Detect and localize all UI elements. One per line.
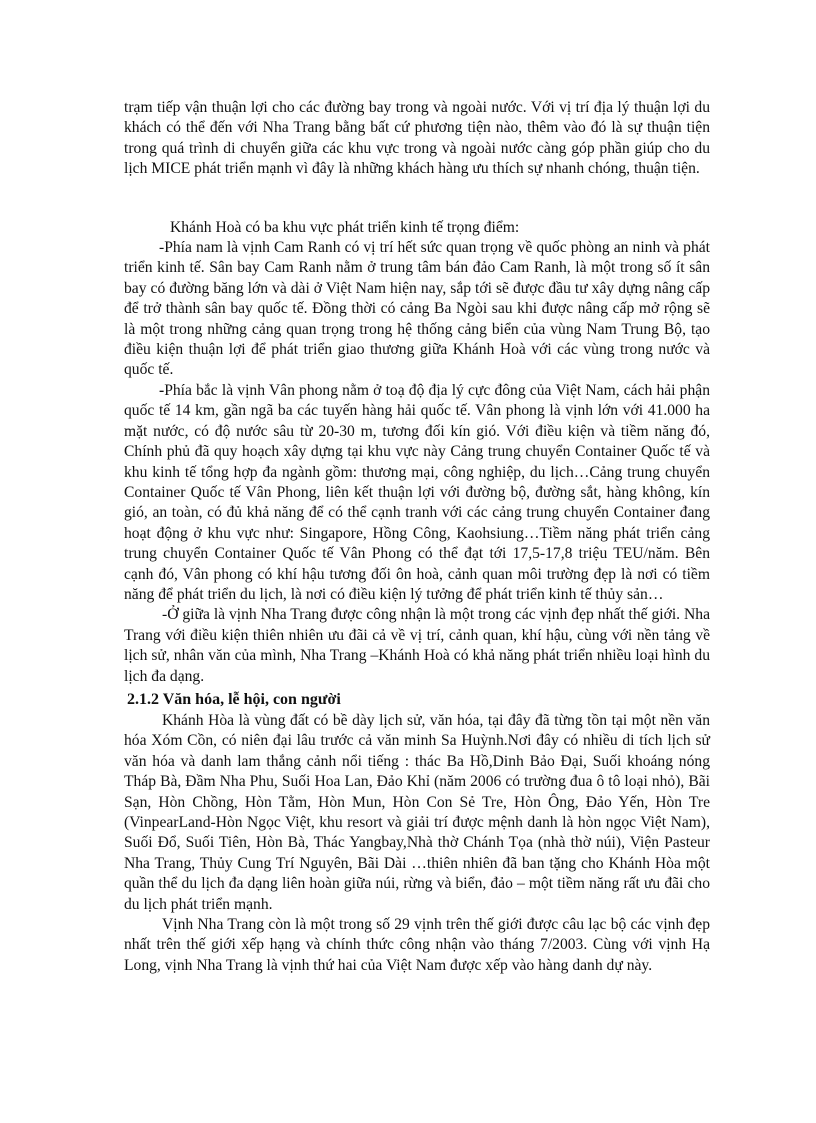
section-heading: 2.1.2 Văn hóa, lễ hội, con người (127, 690, 341, 708)
paragraph-north-text: Phía bắc là vịnh Vân phong nằm ở toạ độ địa lý cực đông của Việt Nam, cách hải phận quốc tế 14 km, gần ngã ba các tuyến hàng hải quốc tế. Vân phong là vịnh lớn với 41.000 ha mặt nước, có độ nước sâu từ 20-30 m, tương đối kín gió. Với điều kiện và tiềm năng đó, Chính phủ đã quy hoạch xây dựng tại khu vực này Cảng trung chuyển Container Quốc tế và khu kinh tế tổng hợp đa ngành gồm: thương mại, công nghiệp, du lịch…Cảng trung chuyển Container Quốc tế Vân Phong, liên kết thuận lợi với đường bộ, đường sắt, hàng không, kín gió, an toàn, có đủ khả năng để có thể cạnh tranh với các cảng trung chuyển Container đang hoạt động ở khu vực như: Singapore, Hồng Công, Kaohsiung…Tiềm năng phát triển cảng trung chuyển Container Quốc tế Vân Phong có thể đạt tới 17,5-17,8 triệu TEU/năm. Bên cạnh đó, Vân phong có khí hậu tương đối ôn hoà, cảnh quan môi trường đẹp là nơi có tiềm năng để phát triển du lịch, là nơi có điều kiện lý tưởng để phát triển kinh tế thủy sản… (124, 381, 710, 603)
paragraph-bay-recognition: Vịnh Nha Trang còn là một trong số 29 vịnh trên thế giới được câu lạc bộ các vịnh đẹp nhất trên thế giới xếp hạng và chính thức công nhận vào tháng 7/2003. Cùng với vịnh Hạ Long, vịnh Nha Trang là vịnh thứ hai của Việt Nam được xếp vào hàng danh dự này. (124, 916, 710, 974)
paragraph-middle-nha-trang: -Ở giữa là vịnh Nha Trang được công nhận là một trong các vịnh đẹp nhất thế giới. Nha Trang với điều kiện thiên nhiên ưu đãi cả về vị trí, cảnh quan, khí hậu, cùng với nền tảng về lịch sử, nhân văn của mình, Nha Trang –Khánh Hoà có khả năng phát triển nhiều loại hình du lịch đa dạng. (124, 606, 710, 685)
spacer (124, 180, 710, 218)
paragraph-north-van-phong (124, 381, 710, 605)
paragraph-south-cam-ranh: -Phía nam là vịnh Cam Ranh có vị trí hết sức quan trọng về quốc phòng an ninh và phát triển kinh tế. Sân bay Cam Ranh nằm ở trung tâm bán đảo Cam Ranh, là một trong số ít sân bay có đường băng lớn và dài ở Việt Nam hiện nay, sắp tới sẽ được đầu tư xây dựng nâng cấp để trở thành sân bay quốc tế. Đồng thời có cảng Ba Ngòi sau khi được nâng cấp mở rộng sẽ là một trong những cảng quan trọng trong hệ thống cảng biển của vùng Nam Trung Bộ, tạo điều kiện thuận lợi để phát triển giao thương giữa Khánh Hoà với các vùng trong nước và quốc tế. (124, 239, 710, 379)
paragraph-airport-access: trạm tiếp vận thuận lợi cho các đường bay trong và ngoài nước. Với vị trí địa lý thuận lợi du khách có thể đến với Nha Trang bằng bất cứ phương tiện nào, thêm vào đó là sự thuận tiện trong quá trình di chuyển giữa các khu vực trong và ngoài nước càng góp phần giúp cho du lịch MICE phát triển mạnh vì đây là những khách hàng ưu thích sự nhanh chóng, thuận tiện. (124, 99, 710, 178)
bullet-dash: - (159, 381, 165, 399)
paragraph-culture: Khánh Hòa là vùng đất có bề dày lịch sử, văn hóa, tại đây đã từng tồn tại một nền văn hóa Xóm Cồn, có niên đại lâu trước cả văn minh Sa Huỳnh.Nơi đây có nhiều di tích lịch sử văn hóa và danh lam thắng cảnh nổi tiếng : thác Ba Hồ,Dinh Bảo Đại, Suối khoáng nóng Tháp Bà, Đầm Nha Phu, Suối Hoa Lan, Đảo Khỉ (năm 2006 có trường đua ô tô loại nhỏ), Bãi Sạn, Hòn Chồng, Hòn Tằm, Hòn Mun, Hòn Con Sẻ Tre, Hòn Ông, Đảo Yến, Hòn Tre (VinpearLand-Hòn Ngọc Việt, khu resort và giải trí được mệnh danh là hòn ngọc Việt Nam), Suối Đổ, Suối Tiên, Hòn Bà, Thác Yangbay,Nhà thờ Chánh Tọa (nhà thờ núi), Viện Pasteur Nha Trang, Thủy Cung Trí Nguyên, Bãi Dài …thiên nhiên đã ban tặng cho Khánh Hòa một quần thể du lịch đa dạng liên hoàn giữa núi, rừng và biển, đảo – một tiềm năng rất ưu đãi cho du lịch phát triển mạnh. (124, 711, 710, 913)
document-page (124, 98, 710, 976)
paragraph-economic-zones-intro: Khánh Hoà có ba khu vực phát triển kinh tế trọng điểm: (170, 218, 520, 236)
